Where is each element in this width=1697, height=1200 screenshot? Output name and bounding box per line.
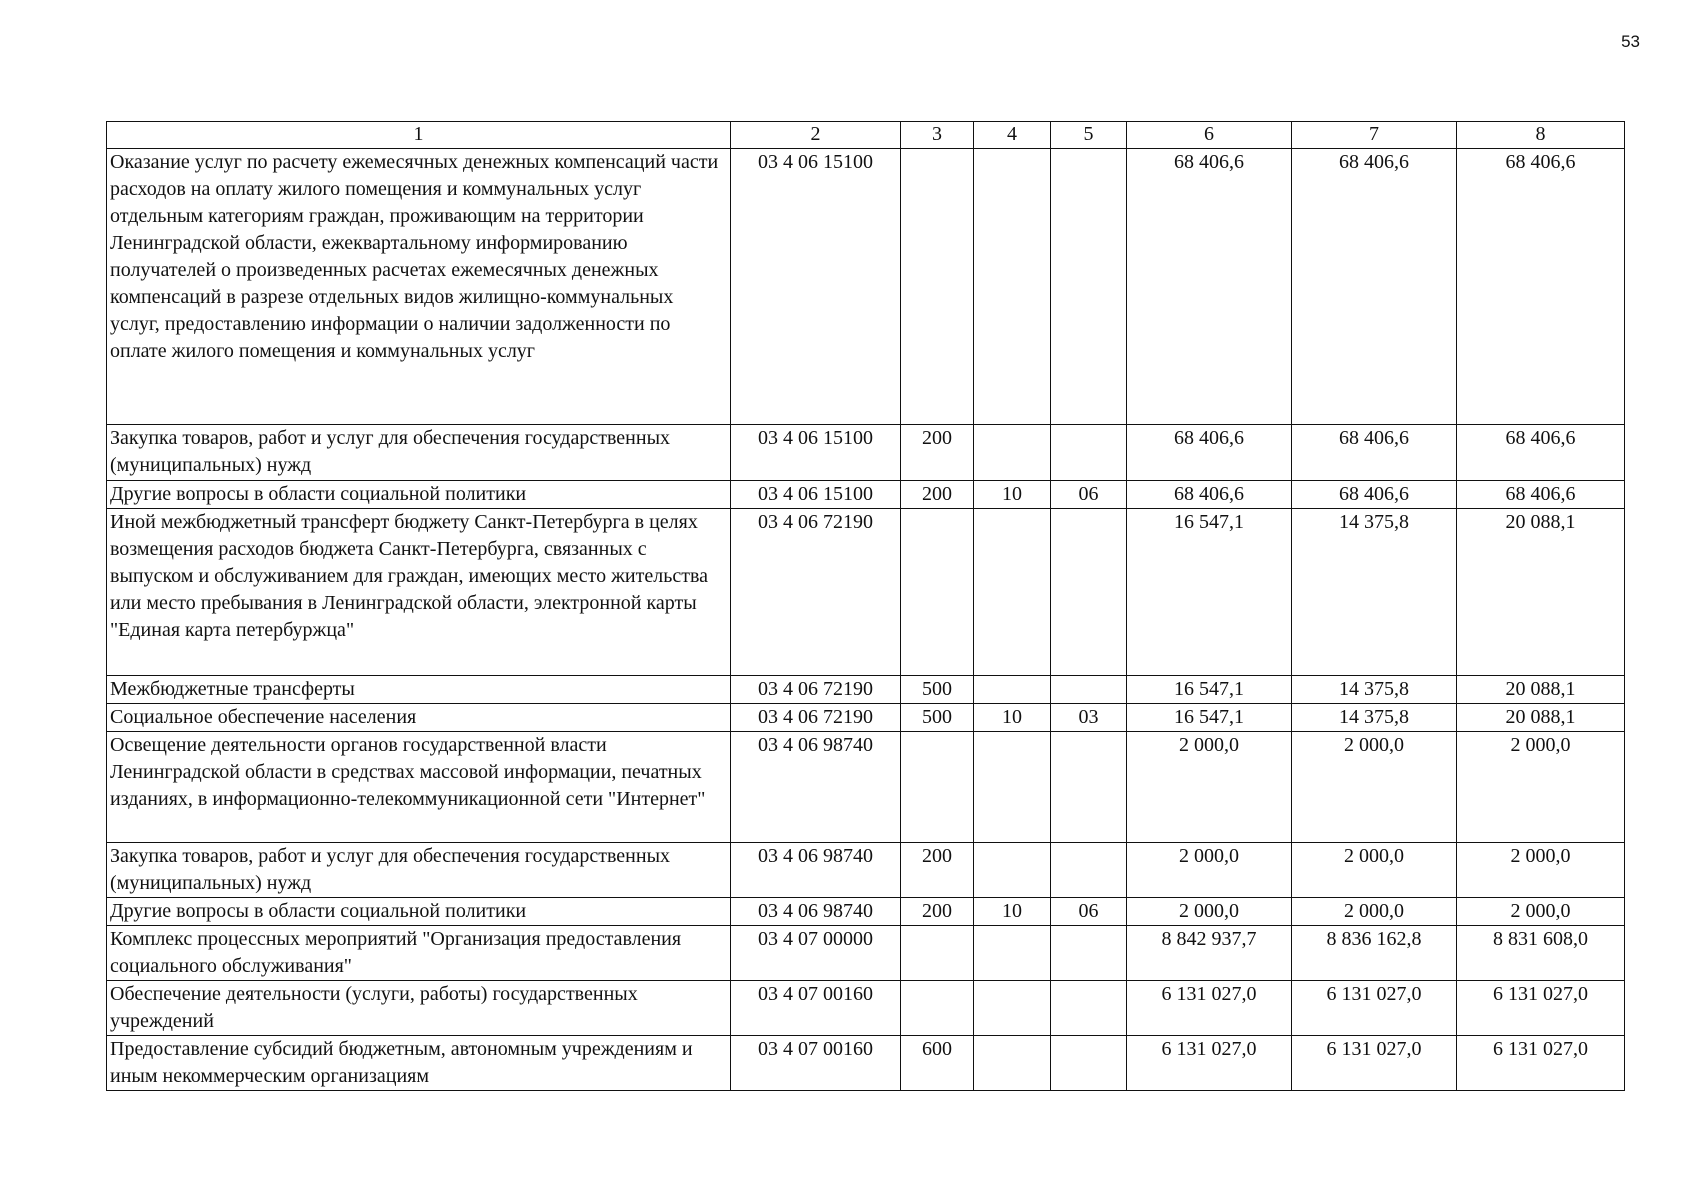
row-value-6: 6 131 027,0 — [1127, 981, 1292, 1036]
row-col-3: 200 — [901, 843, 974, 898]
header-col-4: 4 — [974, 122, 1051, 149]
row-value-7: 8 836 162,8 — [1292, 926, 1457, 981]
row-code: 03 4 06 72190 — [731, 704, 901, 732]
row-value-6: 2 000,0 — [1127, 898, 1292, 926]
header-col-3: 3 — [901, 122, 974, 149]
row-value-6: 2 000,0 — [1127, 732, 1292, 843]
header-col-6: 6 — [1127, 122, 1292, 149]
row-value-8: 68 406,6 — [1457, 149, 1625, 425]
row-value-8: 6 131 027,0 — [1457, 981, 1625, 1036]
row-value-8: 20 088,1 — [1457, 704, 1625, 732]
header-col-1: 1 — [107, 122, 731, 149]
row-col-5 — [1051, 425, 1127, 481]
table-row — [107, 926, 1625, 981]
row-col-5: 06 — [1051, 898, 1127, 926]
header-col-8: 8 — [1457, 122, 1625, 149]
row-code: 03 4 06 98740 — [731, 898, 901, 926]
row-value-8: 68 406,6 — [1457, 425, 1625, 481]
table-row — [107, 509, 1625, 676]
table-row — [107, 149, 1625, 425]
row-value-8: 2 000,0 — [1457, 898, 1625, 926]
table-row — [107, 425, 1625, 481]
row-col-3: 600 — [901, 1036, 974, 1091]
row-value-6: 16 547,1 — [1127, 704, 1292, 732]
row-description: Социальное обеспечение населения — [107, 704, 731, 732]
table-row — [107, 843, 1625, 898]
header-col-2: 2 — [731, 122, 901, 149]
row-col-5 — [1051, 149, 1127, 425]
row-col-4 — [974, 509, 1051, 676]
row-code: 03 4 07 00160 — [731, 981, 901, 1036]
row-value-6: 16 547,1 — [1127, 509, 1292, 676]
row-code: 03 4 06 72190 — [731, 676, 901, 704]
table-row — [107, 898, 1625, 926]
row-value-6: 16 547,1 — [1127, 676, 1292, 704]
row-value-8: 20 088,1 — [1457, 676, 1625, 704]
row-col-3 — [901, 149, 974, 425]
page-number: 53 — [1621, 32, 1640, 51]
row-value-8: 8 831 608,0 — [1457, 926, 1625, 981]
row-col-3 — [901, 926, 974, 981]
table-row — [107, 981, 1625, 1036]
row-value-6: 6 131 027,0 — [1127, 1036, 1292, 1091]
row-col-5 — [1051, 926, 1127, 981]
table-row — [107, 1036, 1625, 1091]
row-col-3: 200 — [901, 898, 974, 926]
row-description: Обеспечение деятельности (услуги, работы) государственных учреждений — [107, 981, 731, 1036]
row-col-4 — [974, 732, 1051, 843]
row-description: Межбюджетные трансферты — [107, 676, 731, 704]
row-col-5 — [1051, 509, 1127, 676]
row-col-3: 500 — [901, 676, 974, 704]
row-col-4 — [974, 843, 1051, 898]
row-col-4: 10 — [974, 704, 1051, 732]
row-code: 03 4 06 15100 — [731, 481, 901, 509]
row-col-4: 10 — [974, 898, 1051, 926]
row-code: 03 4 06 98740 — [731, 843, 901, 898]
row-value-7: 68 406,6 — [1292, 481, 1457, 509]
row-description: Закупка товаров, работ и услуг для обеспечения государственных (муниципальных) нужд — [107, 425, 731, 481]
row-col-4 — [974, 149, 1051, 425]
row-value-6: 2 000,0 — [1127, 843, 1292, 898]
row-value-8: 2 000,0 — [1457, 732, 1625, 843]
row-col-3 — [901, 732, 974, 843]
row-col-5 — [1051, 1036, 1127, 1091]
row-col-3: 500 — [901, 704, 974, 732]
row-code: 03 4 06 98740 — [731, 732, 901, 843]
row-description: Оказание услуг по расчету ежемесячных денежных компенсаций части расходов на оплату жилого помещения и коммунальных услуг отдельным категориям граждан, проживающим на территории Ленинградской области, ежеквартальному информированию получателей о произведенных расчетах ежемесячных денежных компенсаций в разрезе отдельных видов жилищно-коммунальных услуг, предоставлению информации о наличии задолженности по оплате жилого помещения и коммунальных услуг — [107, 149, 731, 425]
row-value-7: 14 375,8 — [1292, 704, 1457, 732]
row-description: Другие вопросы в области социальной политики — [107, 898, 731, 926]
row-col-4 — [974, 676, 1051, 704]
row-value-7: 68 406,6 — [1292, 425, 1457, 481]
row-col-5 — [1051, 732, 1127, 843]
row-col-4 — [974, 425, 1051, 481]
row-col-5: 06 — [1051, 481, 1127, 509]
row-col-5 — [1051, 676, 1127, 704]
row-description: Комплекс процессных мероприятий "Организация предоставления социального обслуживания" — [107, 926, 731, 981]
row-value-8: 68 406,6 — [1457, 481, 1625, 509]
row-value-7: 68 406,6 — [1292, 149, 1457, 425]
row-code: 03 4 06 72190 — [731, 509, 901, 676]
row-col-5: 03 — [1051, 704, 1127, 732]
row-value-7: 6 131 027,0 — [1292, 981, 1457, 1036]
row-col-5 — [1051, 981, 1127, 1036]
row-value-8: 20 088,1 — [1457, 509, 1625, 676]
row-code: 03 4 06 15100 — [731, 149, 901, 425]
row-col-4: 10 — [974, 481, 1051, 509]
row-description: Иной межбюджетный трансферт бюджету Санкт-Петербурга в целях возмещения расходов бюджета Санкт-Петербурга, связанных с выпуском и обслуживанием для граждан, имеющих место жительства или место пребывания в Ленинградской области, электронной карты "Единая карта петербуржца" — [107, 509, 731, 676]
row-description: Освещение деятельности органов государственной власти Ленинградской области в средствах массовой информации, печатных изданиях, в информационно-телекоммуникационной сети "Интернет" — [107, 732, 731, 843]
row-value-8: 6 131 027,0 — [1457, 1036, 1625, 1091]
row-value-6: 68 406,6 — [1127, 149, 1292, 425]
row-col-4 — [974, 981, 1051, 1036]
row-value-7: 2 000,0 — [1292, 843, 1457, 898]
header-row — [107, 122, 1625, 149]
row-value-7: 6 131 027,0 — [1292, 1036, 1457, 1091]
row-code: 03 4 07 00000 — [731, 926, 901, 981]
header-col-7: 7 — [1292, 122, 1457, 149]
row-col-4 — [974, 926, 1051, 981]
row-description: Другие вопросы в области социальной политики — [107, 481, 731, 509]
row-value-6: 68 406,6 — [1127, 425, 1292, 481]
row-value-7: 2 000,0 — [1292, 898, 1457, 926]
row-description: Предоставление субсидий бюджетным, автономным учреждениям и иным некоммерческим организациям — [107, 1036, 731, 1091]
row-col-5 — [1051, 843, 1127, 898]
row-col-4 — [974, 1036, 1051, 1091]
row-description: Закупка товаров, работ и услуг для обеспечения государственных (муниципальных) нужд — [107, 843, 731, 898]
table-row — [107, 676, 1625, 704]
row-col-3 — [901, 981, 974, 1036]
row-value-6: 8 842 937,7 — [1127, 926, 1292, 981]
row-code: 03 4 06 15100 — [731, 425, 901, 481]
row-code: 03 4 07 00160 — [731, 1036, 901, 1091]
budget-table — [106, 121, 1625, 1091]
row-value-7: 2 000,0 — [1292, 732, 1457, 843]
table-row — [107, 732, 1625, 843]
row-value-7: 14 375,8 — [1292, 509, 1457, 676]
row-col-3: 200 — [901, 425, 974, 481]
row-value-7: 14 375,8 — [1292, 676, 1457, 704]
row-value-6: 68 406,6 — [1127, 481, 1292, 509]
row-col-3: 200 — [901, 481, 974, 509]
row-col-3 — [901, 509, 974, 676]
table-row — [107, 704, 1625, 732]
table-row — [107, 481, 1625, 509]
row-value-8: 2 000,0 — [1457, 843, 1625, 898]
header-col-5: 5 — [1051, 122, 1127, 149]
